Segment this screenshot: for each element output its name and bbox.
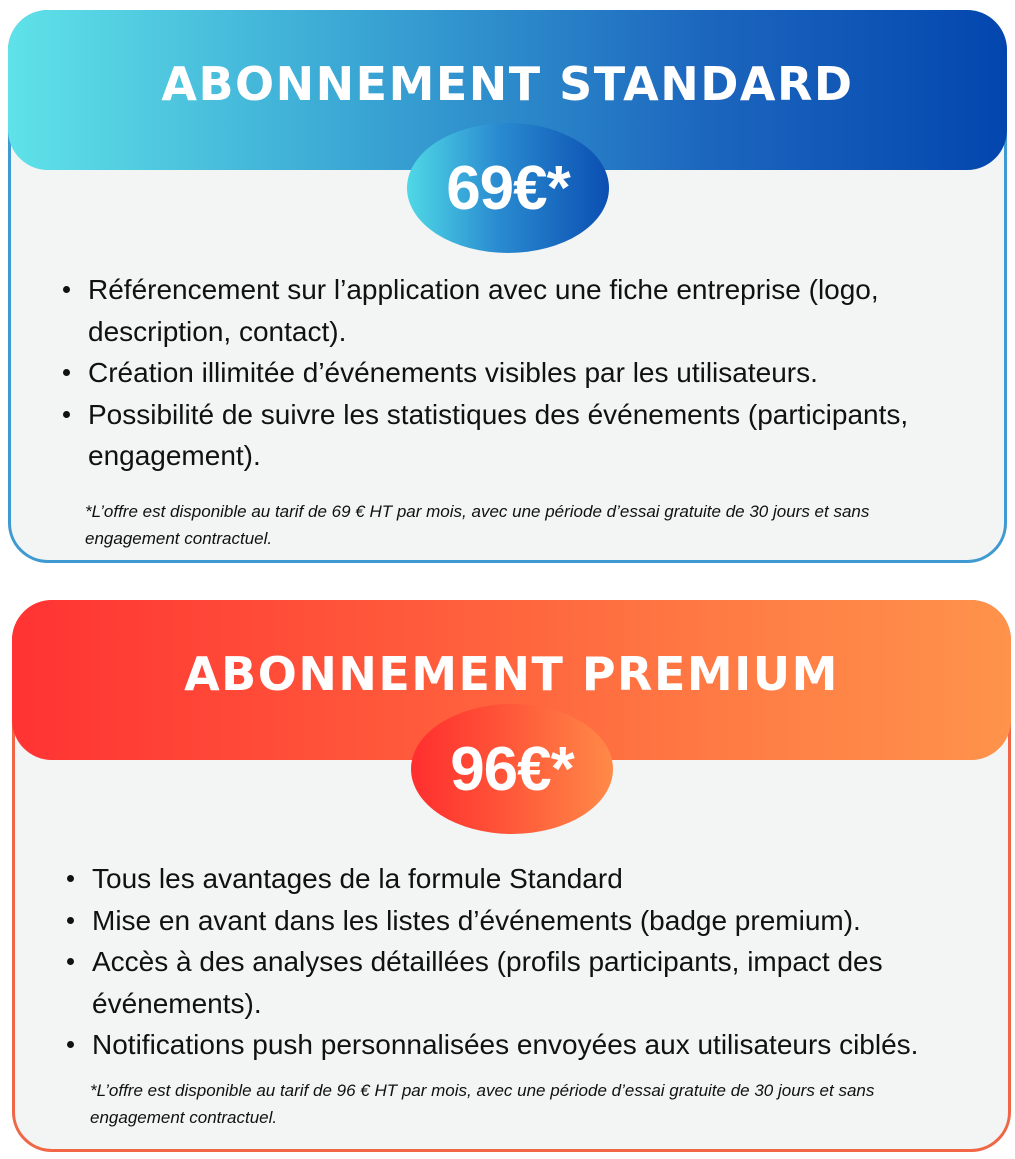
pricing-footnote: *L’offre est disponible au tarif de 69 € HT par mois, avec une période d’essai gratuite de 30 jours et sans engagement contractuel. bbox=[85, 502, 870, 548]
feature-text: Accès à des analyses détaillées (profils participants, impact des événements). bbox=[92, 946, 883, 1019]
price-badge: 69€* bbox=[407, 123, 609, 253]
feature-text: Tous les avantages de la formule Standard bbox=[92, 863, 623, 894]
feature-text: Référencement sur l’application avec une fiche entreprise (logo, description, contact). bbox=[88, 274, 879, 347]
bullet-icon bbox=[63, 286, 70, 293]
bullet-icon bbox=[63, 411, 70, 418]
list-item bbox=[63, 269, 983, 352]
bullet-icon bbox=[67, 1041, 74, 1048]
feature-text: Création illimitée d’événements visibles par les utilisateurs. bbox=[88, 357, 818, 388]
feature-text: Notifications push personnalisées envoyées aux utilisateurs ciblés. bbox=[92, 1029, 919, 1060]
bullet-icon bbox=[67, 875, 74, 882]
list-item bbox=[67, 1024, 997, 1066]
list-item bbox=[67, 858, 997, 900]
feature-list bbox=[67, 858, 997, 1066]
bullet-icon bbox=[67, 958, 74, 965]
feature-text: Mise en avant dans les listes d’événements (badge premium). bbox=[92, 904, 861, 936]
feature-text: Possibilité de suivre les statistiques des événements (participants, engagement). bbox=[88, 398, 909, 471]
list-item bbox=[67, 941, 997, 1024]
list-item bbox=[63, 394, 983, 477]
plan-card-standard bbox=[8, 10, 1007, 563]
plan-title: ABONNEMENT PREMIUM bbox=[184, 647, 839, 701]
plan-card-premium bbox=[12, 600, 1011, 1152]
plan-title: ABONNEMENT STANDARD bbox=[161, 57, 854, 111]
price-badge: 96€* bbox=[411, 704, 613, 834]
bullet-icon bbox=[67, 917, 74, 924]
list-item bbox=[67, 900, 997, 942]
feature-list bbox=[63, 269, 983, 477]
list-item bbox=[63, 352, 983, 394]
bullet-icon bbox=[63, 369, 70, 376]
pricing-footnote: *L’offre est disponible au tarif de 96 € HT par mois, avec une période d’essai gratuite de 30 jours et sans engagement contractuel. bbox=[90, 1081, 875, 1127]
